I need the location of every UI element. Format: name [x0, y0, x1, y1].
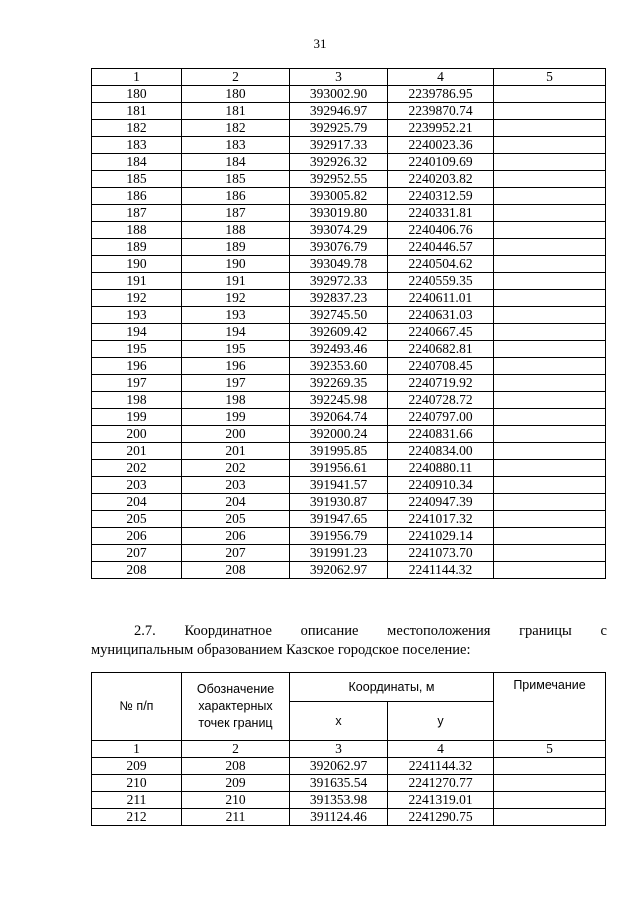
page-number: 31: [313, 36, 327, 51]
table-row: [92, 792, 606, 809]
table-cell-col2: 187: [182, 205, 290, 222]
table-cell-col4: 2241017.32: [388, 511, 494, 528]
table-cell-col3: 392917.33: [290, 137, 388, 154]
table-cell-col2: 210: [182, 792, 290, 809]
table-cell-col5: [494, 137, 606, 154]
table-row: [92, 205, 606, 222]
table-cell-col3: 392064.74: [290, 409, 388, 426]
table-cell-col2: 190: [182, 256, 290, 273]
table-cell-col4: 2239870.74: [388, 103, 494, 120]
column-number-col5: 5: [494, 69, 606, 86]
table-cell-col1: 204: [92, 494, 182, 511]
table-cell-col4: 2240504.62: [388, 256, 494, 273]
section-number: 2.7.: [134, 623, 156, 639]
table-cell-col3: 392837.23: [290, 290, 388, 307]
table-cell-col2: 188: [182, 222, 290, 239]
table-cell-col4: 2241290.75: [388, 809, 494, 826]
table-row: [92, 239, 606, 256]
table-cell-col1: 192: [92, 290, 182, 307]
table-row: [92, 307, 606, 324]
table-cell-col5: [494, 239, 606, 256]
table-cell-col1: 196: [92, 358, 182, 375]
table-cell-col1: 180: [92, 86, 182, 103]
table-cell-col2: 184: [182, 154, 290, 171]
table-cell-col1: 197: [92, 375, 182, 392]
header-num: № п/п: [92, 673, 182, 741]
column-number-col4: 4: [388, 741, 494, 758]
table-row: [92, 460, 606, 477]
table-row: [92, 137, 606, 154]
section-heading-line1: [91, 622, 607, 641]
table-cell-col2: 205: [182, 511, 290, 528]
table-cell-col5: [494, 205, 606, 222]
table-row: [92, 154, 606, 171]
table-cell-col3: 392925.79: [290, 120, 388, 137]
table-cell-col5: [494, 426, 606, 443]
column-number-col1: 1: [92, 741, 182, 758]
column-number-row: [92, 69, 606, 86]
table-cell-col5: [494, 545, 606, 562]
table-cell-col1: 208: [92, 562, 182, 579]
table-cell-col5: [494, 171, 606, 188]
table-cell-col2: 182: [182, 120, 290, 137]
table-cell-col5: [494, 792, 606, 809]
table-cell-col2: 185: [182, 171, 290, 188]
table-row: [92, 171, 606, 188]
coordinates-table-continued: [91, 68, 606, 579]
table-cell-col2: 208: [182, 562, 290, 579]
table-cell-col4: 2240667.45: [388, 324, 494, 341]
column-number-col4: 4: [388, 69, 494, 86]
table-cell-col3: 392946.97: [290, 103, 388, 120]
table-row: [92, 758, 606, 775]
table-cell-col1: 211: [92, 792, 182, 809]
table-cell-col5: [494, 256, 606, 273]
table-cell-col5: [494, 375, 606, 392]
table-cell-col4: 2240203.82: [388, 171, 494, 188]
table-cell-col4: 2241029.14: [388, 528, 494, 545]
table-cell-col1: 185: [92, 171, 182, 188]
table-cell-col3: 391956.79: [290, 528, 388, 545]
header-note: Примечание: [494, 673, 606, 741]
table-cell-col4: 2241144.32: [388, 758, 494, 775]
table-cell-col4: 2240109.69: [388, 154, 494, 171]
table-cell-col1: 195: [92, 341, 182, 358]
table-cell-col5: [494, 273, 606, 290]
table-cell-col3: 391947.65: [290, 511, 388, 528]
table-cell-col5: [494, 528, 606, 545]
table-row: [92, 341, 606, 358]
table-cell-col1: 194: [92, 324, 182, 341]
table-cell-col5: [494, 307, 606, 324]
table-cell-col1: 199: [92, 409, 182, 426]
table-cell-col3: 393019.80: [290, 205, 388, 222]
table-row: [92, 120, 606, 137]
column-number-col1: 1: [92, 69, 182, 86]
table-cell-col3: 393076.79: [290, 239, 388, 256]
table-cell-col4: 2240023.36: [388, 137, 494, 154]
table-cell-col1: 186: [92, 188, 182, 205]
table-cell-col4: 2240880.11: [388, 460, 494, 477]
table-cell-col2: 203: [182, 477, 290, 494]
table-cell-col2: 209: [182, 775, 290, 792]
table-cell-col1: 181: [92, 103, 182, 120]
table-cell-col4: 2239786.95: [388, 86, 494, 103]
table-cell-col2: 196: [182, 358, 290, 375]
table-row: [92, 273, 606, 290]
table-cell-col5: [494, 809, 606, 826]
table-cell-col2: 181: [182, 103, 290, 120]
table-cell-col3: 392353.60: [290, 358, 388, 375]
table-cell-col5: [494, 511, 606, 528]
table-cell-col3: 391353.98: [290, 792, 388, 809]
table-row: [92, 392, 606, 409]
table-row: [92, 494, 606, 511]
table-cell-col1: 198: [92, 392, 182, 409]
table-cell-col3: 392745.50: [290, 307, 388, 324]
table-cell-col3: 392952.55: [290, 171, 388, 188]
table-cell-col1: 207: [92, 545, 182, 562]
table-cell-col5: [494, 460, 606, 477]
table-row: [92, 358, 606, 375]
table-cell-col1: 182: [92, 120, 182, 137]
table-cell-col1: 189: [92, 239, 182, 256]
table-cell-col5: [494, 758, 606, 775]
column-number-row: [92, 741, 606, 758]
table-cell-col3: 391635.54: [290, 775, 388, 792]
table-cell-col1: 184: [92, 154, 182, 171]
table-cell-col1: 212: [92, 809, 182, 826]
table-cell-col3: 391995.85: [290, 443, 388, 460]
table-cell-col5: [494, 358, 606, 375]
table-cell-col1: 191: [92, 273, 182, 290]
table-cell-col1: 188: [92, 222, 182, 239]
table-row: [92, 528, 606, 545]
table-cell-col5: [494, 494, 606, 511]
table-cell-col4: 2240708.45: [388, 358, 494, 375]
table-cell-col3: 393002.90: [290, 86, 388, 103]
table-cell-col4: 2240831.66: [388, 426, 494, 443]
table-cell-col1: 183: [92, 137, 182, 154]
table-row: [92, 256, 606, 273]
table-cell-col4: 2241319.01: [388, 792, 494, 809]
table-cell-col5: [494, 103, 606, 120]
column-number-col2: 2: [182, 69, 290, 86]
table-row: [92, 809, 606, 826]
table-cell-col2: 201: [182, 443, 290, 460]
table-cell-col5: [494, 392, 606, 409]
table-cell-col3: 392062.97: [290, 562, 388, 579]
table-cell-col1: 193: [92, 307, 182, 324]
table-cell-col5: [494, 562, 606, 579]
table-cell-col5: [494, 188, 606, 205]
table-row: [92, 188, 606, 205]
header-y: y: [388, 702, 494, 741]
table-cell-col5: [494, 443, 606, 460]
table-cell-col2: 207: [182, 545, 290, 562]
column-number-col3: 3: [290, 69, 388, 86]
table-cell-col2: 202: [182, 460, 290, 477]
table-cell-col2: 186: [182, 188, 290, 205]
table-cell-col3: 392000.24: [290, 426, 388, 443]
table-cell-col1: 187: [92, 205, 182, 222]
table-cell-col3: 392269.35: [290, 375, 388, 392]
table-cell-col3: 392926.32: [290, 154, 388, 171]
section-word: Координатное: [184, 623, 272, 639]
table-row: [92, 426, 606, 443]
column-number-col2: 2: [182, 741, 290, 758]
table-cell-col5: [494, 477, 606, 494]
column-number-col5: 5: [494, 741, 606, 758]
table-cell-col2: 192: [182, 290, 290, 307]
table-cell-col2: 195: [182, 341, 290, 358]
header-coordinates: Координаты, м: [290, 673, 494, 702]
table-cell-col4: 2241144.32: [388, 562, 494, 579]
table-row: [92, 375, 606, 392]
table-cell-col1: 206: [92, 528, 182, 545]
table-cell-col2: 191: [182, 273, 290, 290]
table-cell-col5: [494, 222, 606, 239]
table-cell-col4: 2239952.21: [388, 120, 494, 137]
table-cell-col4: 2240611.01: [388, 290, 494, 307]
table-cell-col3: 392493.46: [290, 341, 388, 358]
table-cell-col3: 393049.78: [290, 256, 388, 273]
table-cell-col3: 393005.82: [290, 188, 388, 205]
table-cell-col1: 205: [92, 511, 182, 528]
table-row: [92, 324, 606, 341]
table-row: [92, 443, 606, 460]
table-row: [92, 511, 606, 528]
table-cell-col2: 211: [182, 809, 290, 826]
table-row: [92, 477, 606, 494]
table-cell-col1: 201: [92, 443, 182, 460]
table-cell-col5: [494, 290, 606, 307]
table-cell-col5: [494, 409, 606, 426]
table-cell-col1: 202: [92, 460, 182, 477]
table-cell-col2: 206: [182, 528, 290, 545]
table-cell-col2: 198: [182, 392, 290, 409]
table-cell-col5: [494, 341, 606, 358]
table-cell-col5: [494, 86, 606, 103]
table-cell-col3: 391941.57: [290, 477, 388, 494]
table-cell-col4: 2240559.35: [388, 273, 494, 290]
table-cell-col4: 2240331.81: [388, 205, 494, 222]
table-cell-col2: 199: [182, 409, 290, 426]
table-cell-col5: [494, 775, 606, 792]
table-cell-col5: [494, 154, 606, 171]
table-cell-col2: 189: [182, 239, 290, 256]
table-cell-col4: 2240631.03: [388, 307, 494, 324]
table-cell-col2: 208: [182, 758, 290, 775]
table-row: [92, 775, 606, 792]
table-cell-col2: 204: [182, 494, 290, 511]
table-cell-col2: 200: [182, 426, 290, 443]
table-row: [92, 545, 606, 562]
table-row: [92, 103, 606, 120]
section-heading-line2: муниципальным образованием Казское городское поселение:: [91, 642, 471, 658]
table-cell-col3: 393074.29: [290, 222, 388, 239]
table-cell-col4: 2241073.70: [388, 545, 494, 562]
table-cell-col3: 392972.33: [290, 273, 388, 290]
table-cell-col1: 200: [92, 426, 182, 443]
table-cell-col4: 2240910.34: [388, 477, 494, 494]
table-cell-col4: 2240797.00: [388, 409, 494, 426]
table-cell-col3: 392609.42: [290, 324, 388, 341]
table-cell-col1: 210: [92, 775, 182, 792]
table-cell-col2: 183: [182, 137, 290, 154]
table-row: [92, 562, 606, 579]
table-cell-col2: 197: [182, 375, 290, 392]
table-cell-col3: 392062.97: [290, 758, 388, 775]
section-word: границы: [519, 623, 572, 639]
column-number-col3: 3: [290, 741, 388, 758]
table-cell-col4: 2240728.72: [388, 392, 494, 409]
table-cell-col3: 391124.46: [290, 809, 388, 826]
table-cell-col2: 194: [182, 324, 290, 341]
table-cell-col4: 2240682.81: [388, 341, 494, 358]
table-cell-col4: 2241270.77: [388, 775, 494, 792]
header-designation: Обозначение характерных точек границ: [182, 673, 290, 741]
table-cell-col2: 193: [182, 307, 290, 324]
section-word: с: [600, 623, 607, 639]
table-cell-col2: 180: [182, 86, 290, 103]
table-row: [92, 86, 606, 103]
table-cell-col3: 391930.87: [290, 494, 388, 511]
table-cell-col3: 391991.23: [290, 545, 388, 562]
coordinates-table-kazskoe: [91, 672, 606, 826]
table-cell-col4: 2240406.76: [388, 222, 494, 239]
table-cell-col5: [494, 120, 606, 137]
table-cell-col4: 2240834.00: [388, 443, 494, 460]
section-word: местоположения: [387, 623, 491, 639]
table-cell-col4: 2240312.59: [388, 188, 494, 205]
section-word: описание: [300, 623, 359, 639]
table-row: [92, 290, 606, 307]
table-row: [92, 222, 606, 239]
table-cell-col5: [494, 324, 606, 341]
table-cell-col4: 2240446.57: [388, 239, 494, 256]
table-cell-col1: 190: [92, 256, 182, 273]
table-row: [92, 409, 606, 426]
table-cell-col1: 203: [92, 477, 182, 494]
table-cell-col4: 2240719.92: [388, 375, 494, 392]
table-cell-col1: 209: [92, 758, 182, 775]
table-cell-col4: 2240947.39: [388, 494, 494, 511]
table-cell-col3: 392245.98: [290, 392, 388, 409]
header-x: x: [290, 702, 388, 741]
table-cell-col3: 391956.61: [290, 460, 388, 477]
